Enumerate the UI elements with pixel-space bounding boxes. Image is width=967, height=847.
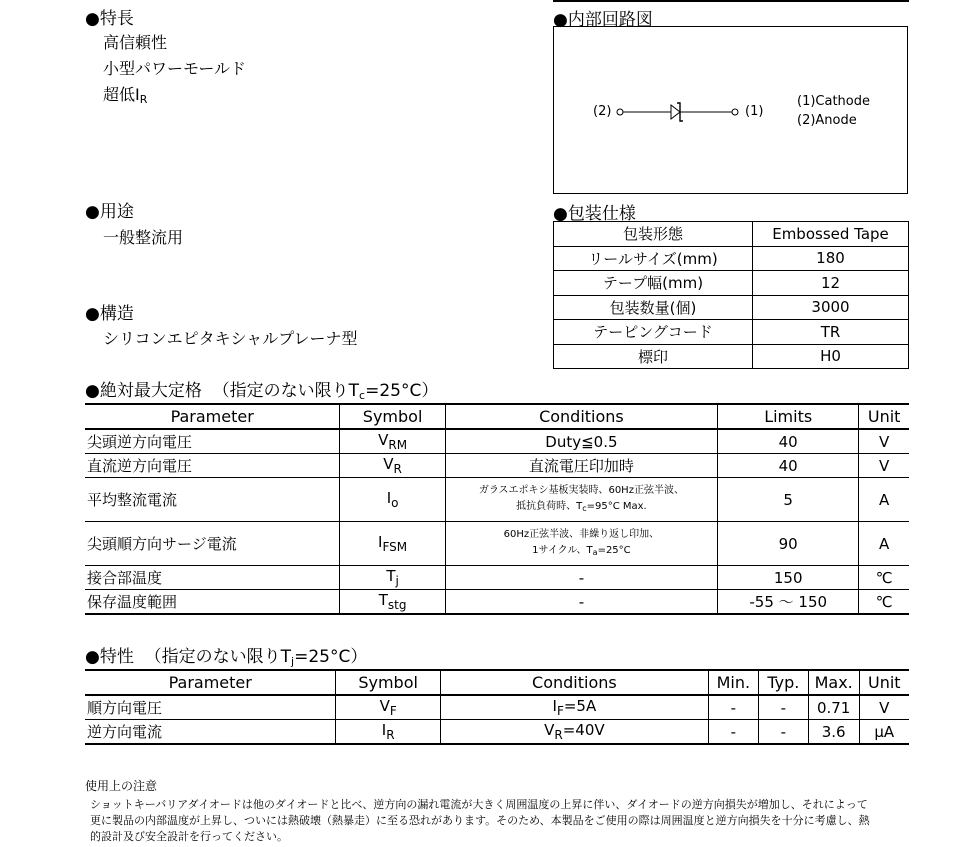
col-header: Unit [859, 404, 909, 429]
param-cell: 直流逆方向電圧 [85, 454, 340, 478]
unit-cell: V [859, 695, 909, 720]
legend-cathode: (1)Cathode [797, 94, 870, 109]
features-title: ●特長 [85, 9, 134, 29]
condition-cell: $I_F=5A$ [440, 695, 708, 720]
application-title: ●用途 [85, 202, 134, 222]
symbol-cell: $I_R$ [336, 720, 440, 745]
symbol-cell: $I_o$ [340, 478, 445, 522]
notice-line: 更に製品の内部温度が上昇し、ついには熱破壊（熱暴走）に至る恐れがあります。そのため、本製品をご使用の際は周囲温度と逆方向損失を十分に考慮し、熱 [90, 814, 870, 827]
symbol-cell: $V_R$ [340, 454, 445, 478]
typ-cell: - [758, 720, 808, 745]
pack-value: 12 [753, 271, 909, 296]
characteristics-title: ●特性 （指定のない限り$T_j=25^\circ C$） [85, 647, 368, 668]
condition-cell: - [445, 566, 717, 590]
table-header-row [85, 670, 909, 695]
unit-cell: A [859, 522, 909, 566]
pack-value: Embossed Tape [753, 222, 909, 247]
col-header: Symbol [340, 404, 445, 429]
pack-label: リールサイズ(mm) [554, 246, 753, 271]
table-row [554, 320, 909, 345]
unit-cell: ℃ [859, 590, 909, 615]
symbol-cell: $T_{stg}$ [340, 590, 445, 615]
symbol-cell: $I_{FSM}$ [340, 522, 445, 566]
legend-anode: (2)Anode [797, 113, 857, 128]
min-cell: - [708, 720, 758, 745]
table-row [85, 695, 909, 720]
table-row [85, 720, 909, 745]
param-cell: 逆方向電流 [85, 720, 336, 745]
circuit-diagram-box [553, 26, 908, 194]
pack-value: TR [753, 320, 909, 345]
condition-cell: 60Hz正弦半波、非繰り返し印加、 1サイクル、$T_a=25^\circ C$ [445, 522, 717, 566]
col-header: Parameter [85, 670, 336, 695]
col-header: Conditions [440, 670, 708, 695]
table-row [85, 478, 909, 522]
col-header: Max. [808, 670, 859, 695]
packaging-title: ●包装仕様 [553, 204, 636, 224]
pack-label: テープ幅(mm) [554, 271, 753, 296]
notice-title: 使用上の注意 [85, 779, 158, 793]
condition-cell: Duty≦0.5 [445, 429, 717, 454]
limit-cell: 150 [718, 566, 859, 590]
pack-value: 180 [753, 246, 909, 271]
unit-cell: V [859, 454, 909, 478]
ratings-title: ●絶対最大定格 （指定のない限り$T_c=25^\circ C$） [85, 381, 439, 402]
min-cell: - [708, 695, 758, 720]
table-row [85, 522, 909, 566]
col-header: Symbol [336, 670, 440, 695]
table-row [554, 222, 909, 247]
feature-item-low-ir: 超低$I_R$ [103, 85, 148, 106]
ratings-table [85, 403, 909, 615]
structure-text: シリコンエピタキシャルプレーナ型 [103, 329, 358, 348]
pin-label-right: (1) [745, 104, 764, 119]
unit-cell: A [859, 478, 909, 522]
notice-line: 的設計及び安全設計を行ってください。 [90, 830, 288, 843]
table-row [85, 429, 909, 454]
feature-item: 小型パワーモールド [103, 59, 247, 78]
packaging-table [553, 221, 909, 369]
col-header: Min. [708, 670, 758, 695]
param-cell: 保存温度範囲 [85, 590, 340, 615]
typ-cell: - [758, 695, 808, 720]
table-row [85, 454, 909, 478]
condition-cell: - [445, 590, 717, 615]
symbol-cell: $V_{RM}$ [340, 429, 445, 454]
unit-cell: V [859, 429, 909, 454]
table-row [554, 295, 909, 320]
notice-body [90, 797, 930, 845]
max-cell: 3.6 [808, 720, 859, 745]
circuit-title: ●内部回路図 [553, 10, 653, 30]
param-cell: 順方向電圧 [85, 695, 336, 720]
param-cell: 尖頭順方向サージ電流 [85, 522, 340, 566]
condition-cell: $V_R=40V$ [440, 720, 708, 745]
col-header: Parameter [85, 404, 340, 429]
top-rule [553, 0, 909, 2]
table-row [85, 566, 909, 590]
col-header: Limits [718, 404, 859, 429]
table-row [554, 344, 909, 369]
notice-line: ショットキーバリアダイオードは他のダイオードと比べ、逆方向の漏れ電流が大きく周囲温度の上昇に伴い、ダイオードの逆方向損失が増加し、それによって [90, 798, 868, 811]
characteristics-table [85, 669, 909, 745]
pin-label-left: (2) [593, 104, 612, 119]
unit-cell: μA [859, 720, 909, 745]
schottky-diode-icon [614, 99, 744, 125]
limit-cell: 5 [718, 478, 859, 522]
feature-item: 高信頼性 [103, 33, 168, 52]
param-cell: 接合部温度 [85, 566, 340, 590]
condition-cell: 直流電圧印加時 [445, 454, 717, 478]
limit-cell: 40 [718, 454, 859, 478]
pack-label: 包装形態 [554, 222, 753, 247]
pack-label: テーピングコード [554, 320, 753, 345]
col-header: Conditions [445, 404, 717, 429]
limit-cell: -55 ～ 150 [718, 590, 859, 615]
pack-value: 3000 [753, 295, 909, 320]
pack-value: H0 [753, 344, 909, 369]
application-text: 一般整流用 [103, 228, 184, 247]
symbol-cell: $T_j$ [340, 566, 445, 590]
table-header-row [85, 404, 909, 429]
limit-cell: 90 [718, 522, 859, 566]
param-cell: 尖頭逆方向電圧 [85, 429, 340, 454]
param-cell: 平均整流電流 [85, 478, 340, 522]
col-header: Typ. [758, 670, 808, 695]
structure-title: ●構造 [85, 304, 134, 324]
table-row [554, 246, 909, 271]
pack-label: 標印 [554, 344, 753, 369]
condition-cell: ガラスエポキシ基板実装時、60Hz正弦半波、 抵抗負荷時、$T_c=95^\circ C$ Max. [445, 478, 717, 522]
table-row [85, 590, 909, 615]
limit-cell: 40 [718, 429, 859, 454]
max-cell: 0.71 [808, 695, 859, 720]
symbol-cell: $V_F$ [336, 695, 440, 720]
pack-label: 包装数量(個) [554, 295, 753, 320]
table-row [554, 271, 909, 296]
col-header: Unit [859, 670, 909, 695]
unit-cell: ℃ [859, 566, 909, 590]
